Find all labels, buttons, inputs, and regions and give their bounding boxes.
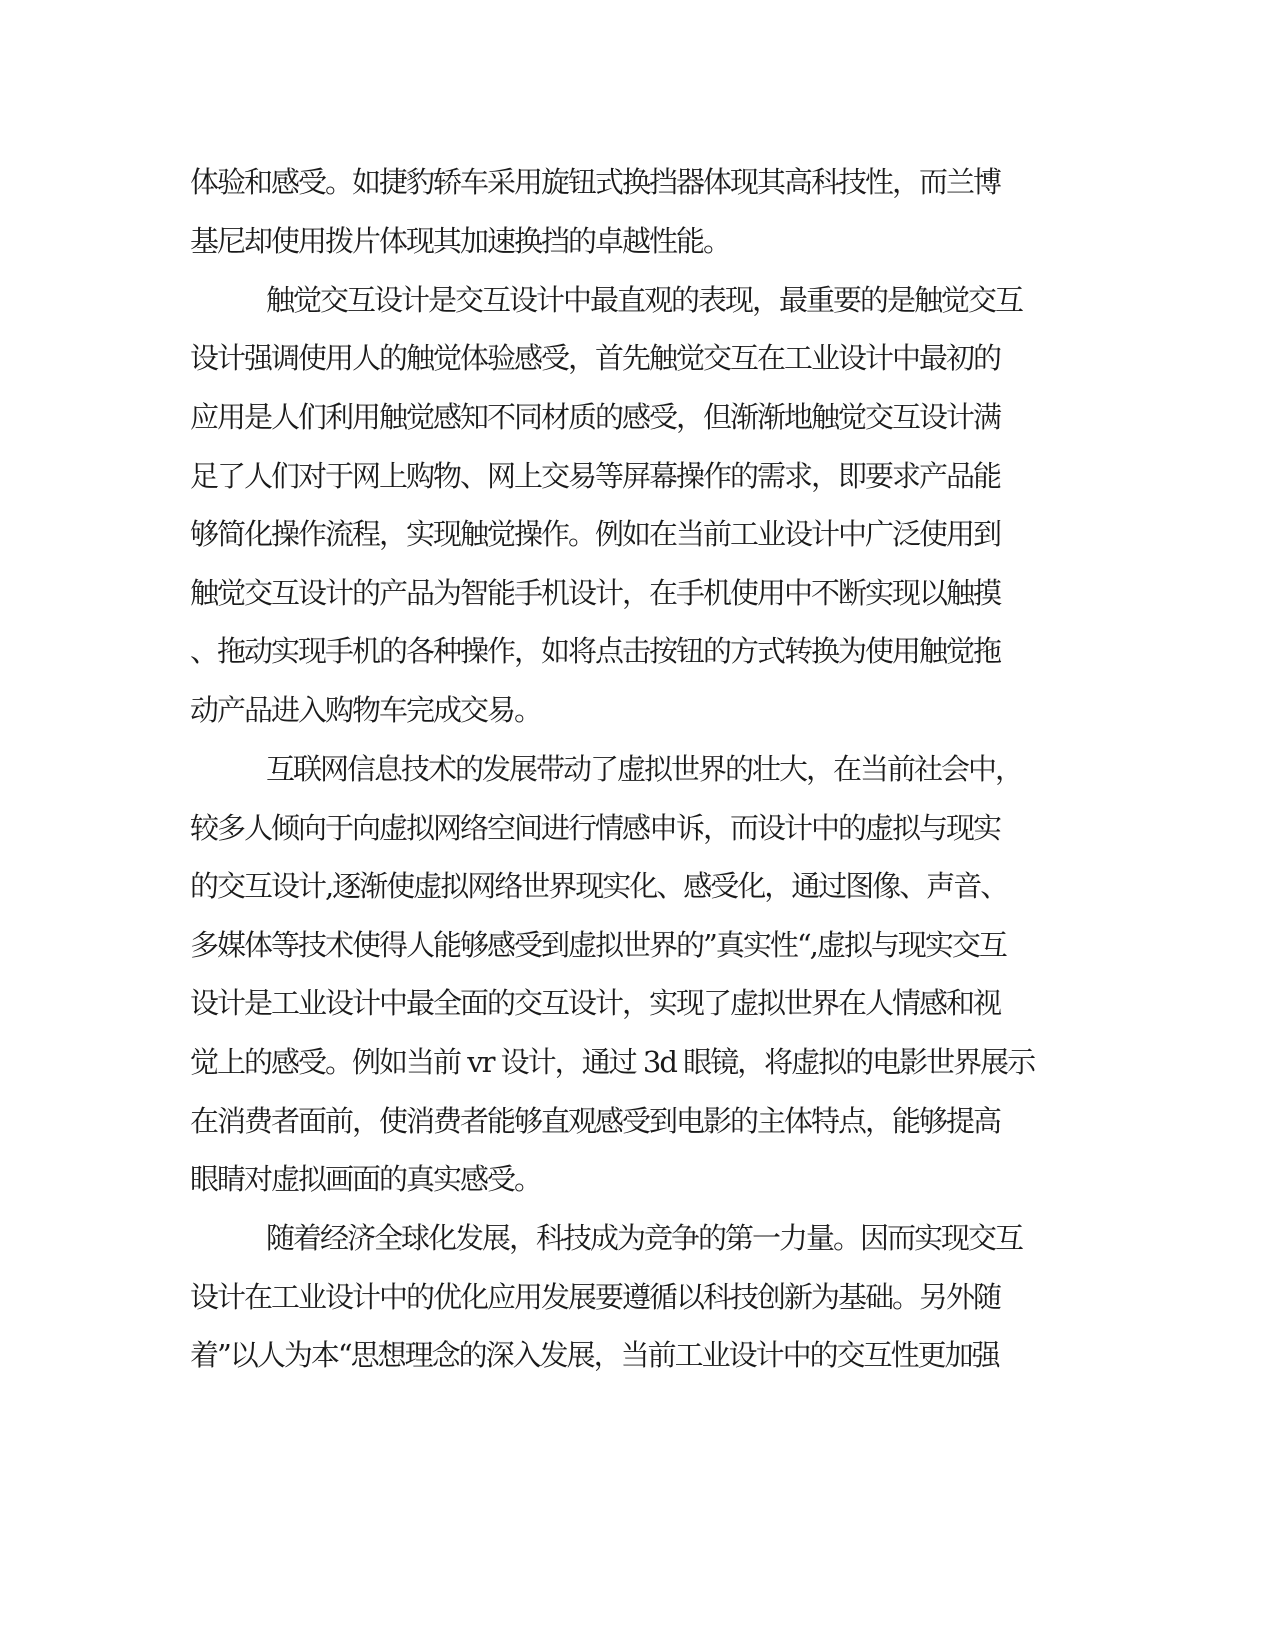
text-line: 眼睛对虚拟画面的真实感受。 — [190, 1162, 542, 1196]
text-line: 较多人倾向于向虚拟网络空间进行情感申诉，而设计中的虚拟与现实 — [190, 811, 1001, 845]
text-line: 触觉交互设计是交互设计中最直观的表现，最重要的是触觉交互 — [266, 283, 1023, 317]
text-line: 设计是工业设计中最全面的交互设计，实现了虚拟世界在人情感和视 — [190, 986, 1001, 1020]
text-line: 应用是人们利用触觉感知不同材质的感受，但渐渐地触觉交互设计满 — [190, 400, 1001, 434]
text-line: 体验和感受。如捷豹轿车采用旋钮式换挡器体现其高科技性，而兰博 — [190, 165, 1001, 199]
text-line: 在消费者面前，使消费者能够直观感受到电影的主体特点，能够提高 — [190, 1104, 1001, 1138]
text-line: 设计强调使用人的触觉体验感受，首先触觉交互在工业设计中最初的 — [190, 341, 1001, 375]
text-line: 基尼却使用拨片体现其加速换挡的卓越性能。 — [190, 224, 731, 258]
text-line: 设计在工业设计中的优化应用发展要遵循以科技创新为基础。另外随 — [190, 1280, 1001, 1314]
text-line: 随着经济全球化发展，科技成为竞争的第一力量。因而实现交互 — [266, 1221, 1023, 1255]
text-line: 的交互设计,逐渐使虚拟网络世界现实化、感受化，通过图像、声音、 — [190, 869, 1008, 903]
text-line: 足了人们对于网上购物、网上交易等屏幕操作的需求，即要求产品能 — [190, 459, 1001, 493]
text-line: 互联网信息技术的发展带动了虚拟世界的壮大，在当前社会中， — [266, 752, 1023, 786]
text-line: 够简化操作流程，实现触觉操作。例如在当前工业设计中广泛使用到 — [190, 517, 1001, 551]
text-line: 觉上的感受。例如当前 vr 设计，通过 3d 眼镜，将虚拟的电影世界展示 — [190, 1045, 1035, 1079]
text-line: 着”以人为本“思想理念的深入发展，当前工业设计中的交互性更加强 — [190, 1338, 999, 1372]
text-line: 触觉交互设计的产品为智能手机设计，在手机使用中不断实现以触摸 — [190, 576, 1001, 610]
text-line: 多媒体等技术使得人能够感受到虚拟世界的”真实性“,虚拟与现实交互 — [190, 928, 1006, 962]
text-line: 动产品进入购物车完成交易。 — [190, 693, 542, 727]
text-line: 、拖动实现手机的各种操作，如将点击按钮的方式转换为使用触觉拖 — [190, 634, 1001, 668]
